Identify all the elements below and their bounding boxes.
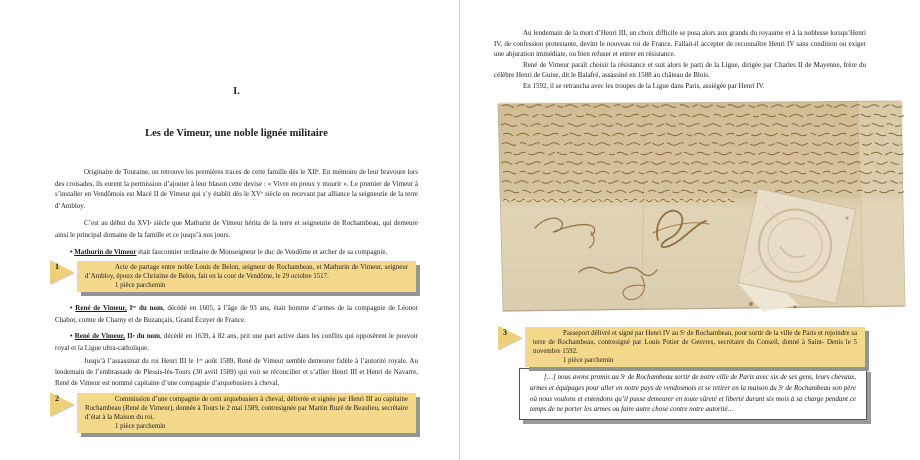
archive-callout-3 [503, 327, 865, 367]
parchment-graphic [495, 100, 908, 314]
bullet-rene-1-text: René de Vimeur, Ier du nom, décédé en 1605, à l’âge de 93 ans, était homme d’armes de la compagnie de Léonor Chabot, comte de Charny et de Buzançais, Grand Écuyer de France. [55, 304, 418, 324]
ref-2-marker [50, 392, 74, 416]
archive-ref-box-3 [525, 327, 865, 367]
manuscript-quote-text: […] nous avons promis au $S^r$ de Rochambeau sortir de notre ville de Paris avec six de ses gens, leurs chevaux, armes et équipages pour aller en notre pays de vendosmois et se retirer en la maison du $S^r$ de Rochambeau son père où nous voulons et entendons qu’il pusse demeurer en toute sûreté et liberté durant six mois à sa charge pendant ce temps de ne porter les armes ou faire autre chose contre notre autorité… [530, 372, 856, 414]
archive-ref-box-2 [77, 393, 416, 433]
paragraph-henri-iv-choice: Au lendemain de la mort d’Henri III, un choix difficile se posa alors aux grands du royaume et à la noblesse lorsqu’Henri IV, de confession protestante, devint le nouveau roi de France. Fallait-il accepter de reconnaître Henri IV sans condition ou exiger une abjuration immédiate, ou bien refuser et entrer en résistance. [494, 29, 866, 59]
ref-3-number: 3 [503, 327, 507, 337]
archive-callout-2 [55, 393, 416, 433]
archive-callout-1 [55, 261, 416, 292]
triangle-right-icon [50, 260, 74, 284]
manuscript-photo [495, 100, 908, 314]
paragraph-rochambeau: C’est au début du XVIe siècle que Mathurin de Vimeur hérita de la terre et seigneurie de Rochambeau, qui demeure ainsi le principal domaine de la famille et ce jusqu’à nos jours. [55, 219, 418, 239]
paragraph-resistance: René de Vimeur paraît choisir la résistance et suit alors le parti de la Ligue, dirigée par Charles II de Mayenne, frère du célèbre Henri de Guise, dit le Balafré, assassiné en 1588 au château de Blois. [494, 60, 866, 80]
archive-ref-3-text: Passeport délivré et signé par Henri IV au $S^r$ de Rochambeau, pour sortir de la ville de Paris et rejoindre sa terre de Rochambeau, contresigné par Louis Potier de Gesvres, secrétaire du Conseil, donné à Saint- Denis le 5 novembre 1592. [533, 328, 858, 355]
archive-ref-box-1 [77, 261, 416, 292]
bullet-icon: • [70, 247, 73, 256]
paragraph-origins: Originaire de Touraine, on retrouve les premières traces de cette famille dès le XIIe. En mémoire de leur bravoure lors des croisades, ils eurent la permission d’ajouter à leur blason cette devise : « Vivre en preux y mourir ». Le premier de Vimeur à s’installer en Vendômois est Macé II de Vimeur qui s’y établit dès le XVe siècle en recevant par alliance la seigneurie de la terre d’Ambloy. [55, 168, 418, 210]
archive-ref-1-piece: 1 pièce parchemin [115, 282, 166, 290]
triangle-right-icon [50, 392, 74, 416]
bullet-icon: • [70, 304, 73, 313]
triangle-right-icon [498, 326, 522, 350]
paragraph-rene-2-continuation: Jusqu’à l’assassinat du roi Henri III le 1er août 1589, René de Vimeur semble demeurer fidèle à l’autorité royale. Au lendemain de l’embrassade de Plessis-lès-Tours (30 avril 1589) qui voit se réconcilier et s’allier Henri III et Henri de Navarre, René de Vimeur est nommé capitaine d’une compagnie d’arquebusiers à cheval. [55, 356, 418, 387]
ref-3-marker [498, 326, 522, 350]
page-right [460, 0, 920, 460]
ref-1-marker [50, 260, 74, 284]
bullet-mathurin-text: Mathurin de Vimeur était fauconnier ordinaire de Monseigneur le duc de Vendôme et archer de sa compagnie. [74, 247, 388, 256]
manuscript-quote-box [519, 368, 867, 420]
chapter-number: I. [233, 86, 240, 97]
bullet-rene-2-text: René de Vimeur, IIe du nom, décédé en 1639, à 82 ans, prit une part active dans les conflits qui opposèrent le pouvoir royal et la Ligue ultra-catholique. [55, 332, 419, 352]
paragraph-1592: En 1592, il se retrancha avec les troupes de la Ligue dans Paris, assiégée par Henri IV. [523, 81, 765, 90]
ref-1-number: 1 [55, 262, 59, 272]
ref-2-number: 2 [55, 394, 59, 404]
bullet-rene-1 [55, 303, 418, 325]
archive-ref-3-piece: 1 pièce parchemin [563, 356, 614, 364]
chapter-title: Les de Vimeur, une noble lignée militaire [145, 128, 328, 139]
bullet-rene-2 [55, 331, 418, 353]
archive-ref-2-text: Commission d’une compagnie de cent arquebusiers à cheval, délivrée et signée par Henri III au capitaine Rochambeau (René de Vimeur), donnée à Tours le 2 mai 1589, contresignée par Martin Ruzé de Beaulieu, secrétaire d’état à la Maison du roi. [85, 396, 408, 422]
bullet-mathurin [55, 247, 418, 258]
archive-ref-2-piece: 1 pièce parchemin [115, 423, 166, 431]
bullet-icon: • [70, 332, 73, 341]
archive-ref-1-text: Acte de partage entre noble Louis de Belon, seigneur de Rochambeau, et Mathurin de Vimeur, seigneur d’Ambloy, époux de Christine de Belon, fait en la cour de Vendôme, le 29 octobre 1517. [85, 264, 408, 281]
